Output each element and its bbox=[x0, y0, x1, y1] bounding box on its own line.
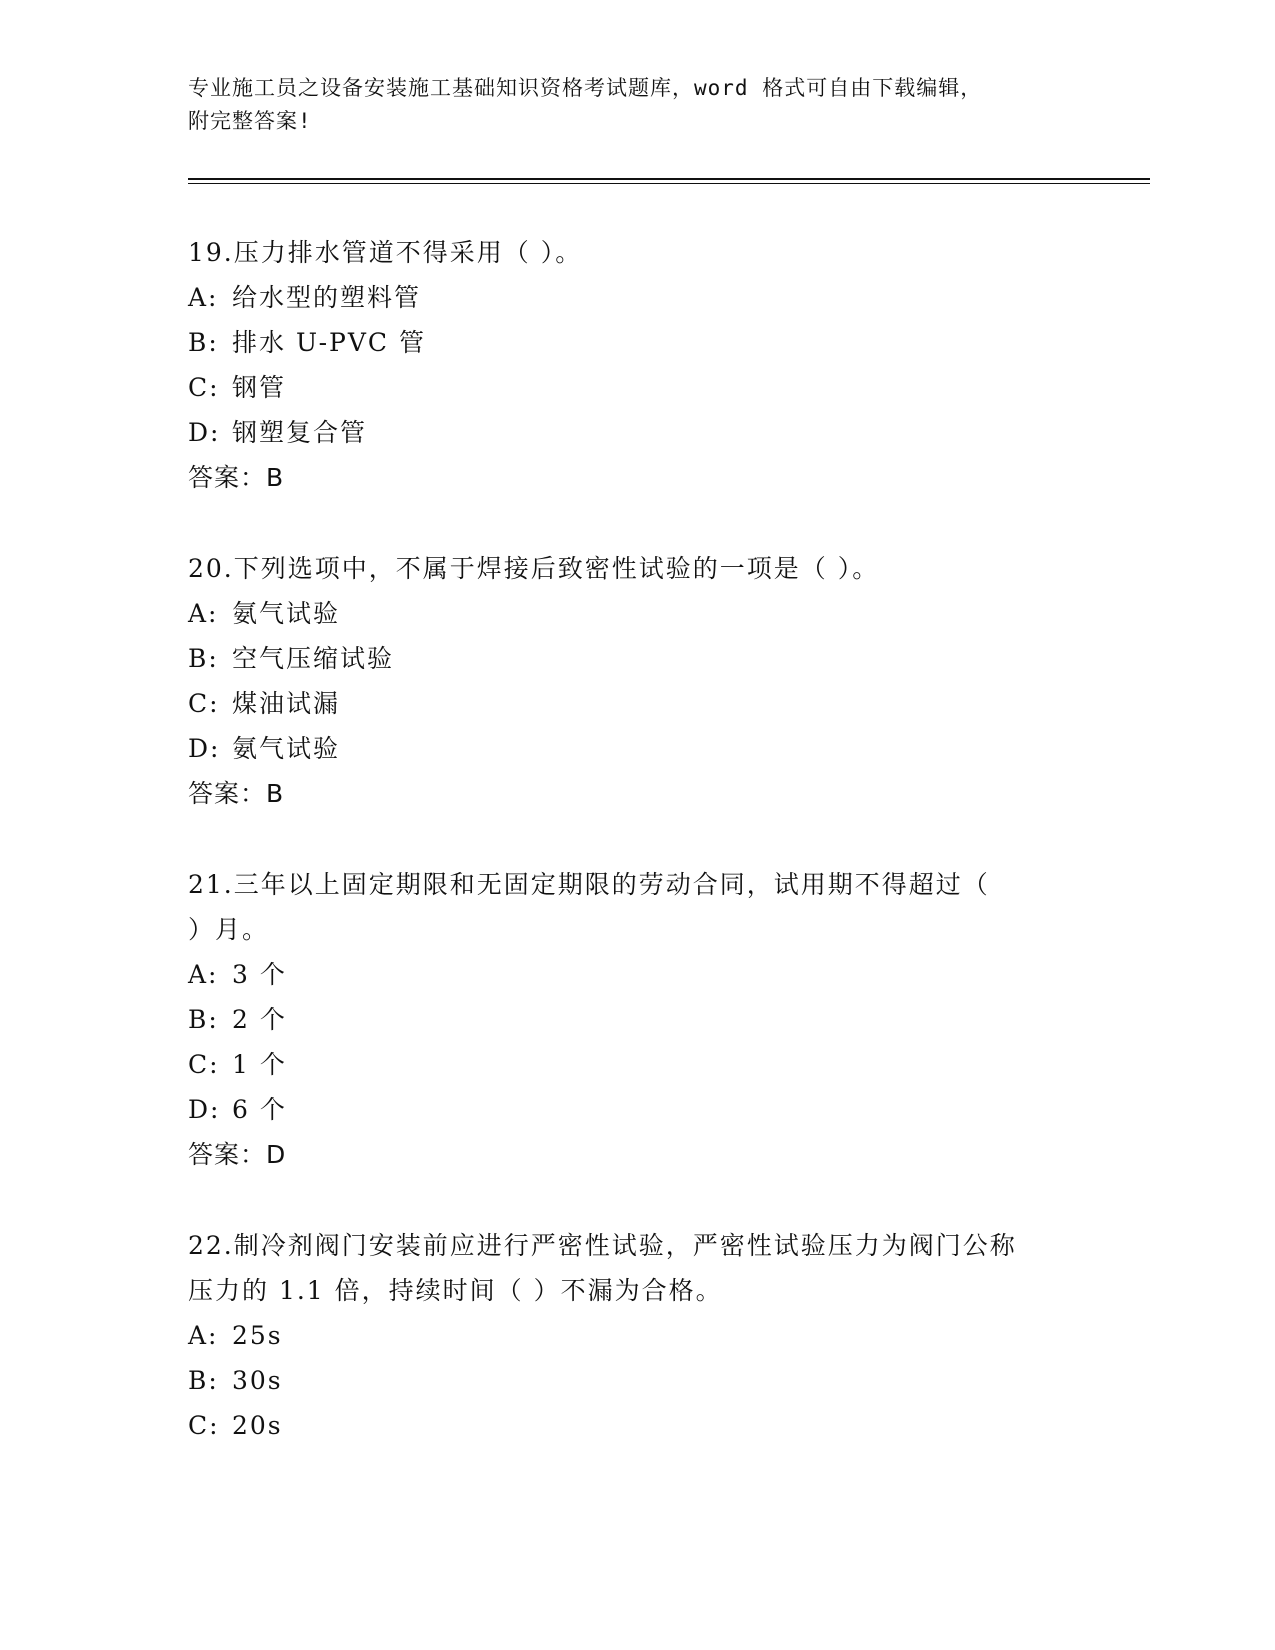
document-header bbox=[188, 72, 1068, 138]
option-letter: C: bbox=[188, 1050, 220, 1079]
question-21 bbox=[188, 862, 1068, 1177]
option-letter: A: bbox=[188, 599, 219, 628]
option-letter: C: bbox=[188, 689, 220, 718]
option-letter: D: bbox=[188, 734, 221, 763]
option-text: 20s bbox=[232, 1411, 283, 1440]
option-a bbox=[188, 275, 1068, 320]
option-text: 氨气试验 bbox=[232, 599, 341, 628]
question-22 bbox=[188, 1223, 1068, 1448]
option-text: 钢塑复合管 bbox=[232, 418, 368, 447]
option-text: 30s bbox=[232, 1366, 283, 1395]
question-stem-line-2: ）月。 bbox=[188, 915, 270, 944]
header-divider-thick bbox=[188, 178, 1150, 180]
option-letter: A: bbox=[188, 960, 219, 989]
question-stem-line-1: 22.制冷剂阀门安装前应进行严密性试验，严密性试验压力为阀门公称 bbox=[188, 1231, 1017, 1260]
option-c bbox=[188, 1042, 1068, 1087]
option-text: 1 个 bbox=[232, 1050, 287, 1079]
header-line-1: 专业施工员之设备安装施工基础知识资格考试题库，word 格式可自由下载编辑， bbox=[188, 76, 983, 100]
question-stem-line-1: 21.三年以上固定期限和无固定期限的劳动合同，试用期不得超过（ bbox=[188, 870, 990, 899]
option-letter: C: bbox=[188, 1411, 220, 1440]
option-text: 给水型的塑料管 bbox=[232, 283, 422, 312]
option-b bbox=[188, 997, 1068, 1042]
answer-line: 答案：D bbox=[188, 1140, 287, 1169]
option-d bbox=[188, 410, 1068, 455]
header-line-2: 附完整答案! bbox=[188, 109, 312, 133]
option-letter: A: bbox=[188, 283, 219, 312]
option-letter: D: bbox=[188, 1095, 221, 1124]
option-text: 排水 U-PVC 管 bbox=[232, 328, 426, 357]
option-letter: D: bbox=[188, 418, 221, 447]
option-a bbox=[188, 1313, 1068, 1358]
option-letter: B: bbox=[188, 644, 219, 673]
option-b bbox=[188, 320, 1068, 365]
question-stem-line-2: 压力的 1.1 倍，持续时间（ ）不漏为合格。 bbox=[188, 1276, 723, 1305]
question-20 bbox=[188, 546, 1068, 816]
option-c bbox=[188, 1403, 1068, 1448]
option-letter: B: bbox=[188, 1005, 219, 1034]
option-b bbox=[188, 1358, 1068, 1403]
option-text: 空气压缩试验 bbox=[232, 644, 395, 673]
option-letter: A: bbox=[188, 1321, 219, 1350]
option-d bbox=[188, 726, 1068, 771]
option-text: 钢管 bbox=[232, 373, 287, 402]
option-text: 氨气试验 bbox=[232, 734, 341, 763]
question-stem: 20.下列选项中，不属于焊接后致密性试验的一项是（ ）。 bbox=[188, 554, 880, 583]
option-c bbox=[188, 365, 1068, 410]
option-letter: B: bbox=[188, 328, 219, 357]
answer-line: 答案：B bbox=[188, 779, 285, 808]
option-text: 煤油试漏 bbox=[232, 689, 341, 718]
header-divider-thin bbox=[188, 183, 1150, 184]
option-a bbox=[188, 591, 1068, 636]
option-b bbox=[188, 636, 1068, 681]
option-letter: B: bbox=[188, 1366, 219, 1395]
question-19 bbox=[188, 230, 1068, 500]
option-letter: C: bbox=[188, 373, 220, 402]
option-a bbox=[188, 952, 1068, 997]
option-text: 6 个 bbox=[232, 1095, 287, 1124]
option-text: 3 个 bbox=[232, 960, 287, 989]
option-c bbox=[188, 681, 1068, 726]
option-text: 2 个 bbox=[232, 1005, 287, 1034]
answer-line: 答案：B bbox=[188, 463, 285, 492]
option-d bbox=[188, 1087, 1068, 1132]
question-stem: 19.压力排水管道不得采用（ ）。 bbox=[188, 238, 583, 267]
option-text: 25s bbox=[232, 1321, 283, 1350]
